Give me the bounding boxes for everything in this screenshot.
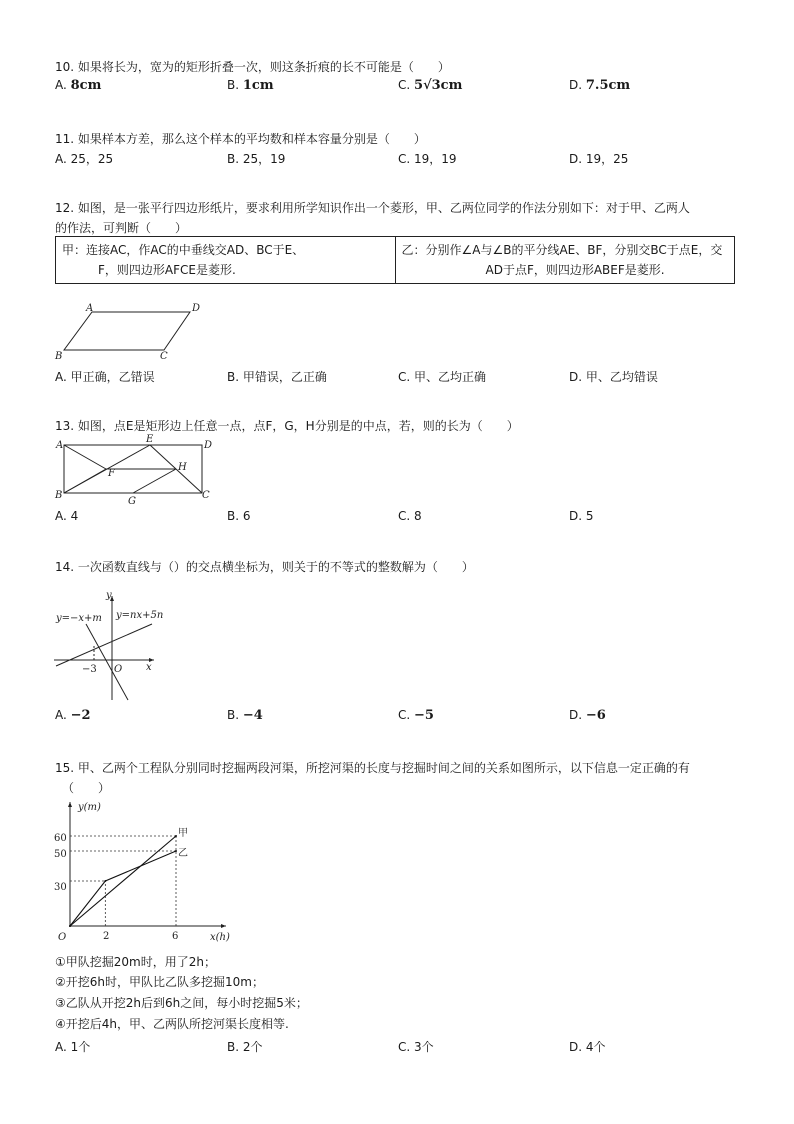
q12-option-a[interactable]: A. 甲正确，乙错误: [55, 370, 155, 384]
q11-option-b[interactable]: B. 25，19: [227, 152, 286, 166]
parallelogram-shape: [64, 312, 190, 350]
data-point: [104, 880, 106, 882]
q15-option-a[interactable]: A. 1个: [55, 1040, 91, 1054]
label-origin: O: [114, 664, 123, 675]
q12-stem-line1: 12. 如图，是一张平行四边形纸片，要求利用所学知识作出一个菱形，甲、乙两位同学的作法分别如下：对于甲、乙两人: [55, 201, 690, 215]
option-letter: A.: [55, 78, 67, 92]
option-letter: B.: [227, 708, 240, 722]
label-d: D: [192, 303, 201, 314]
parallelogram-figure: [50, 300, 210, 362]
q10-option-a[interactable]: [55, 78, 101, 93]
q15-statement-2: ②开挖6h时，甲队比乙队多挖掘10m；: [55, 975, 264, 989]
chart-origin: O: [58, 932, 67, 943]
segment-gh: [133, 469, 176, 493]
q13-option-c[interactable]: C. 8: [398, 509, 422, 523]
series-line-jia: [70, 836, 176, 926]
label-minus3: −3: [82, 664, 97, 675]
label-x: x: [146, 662, 152, 673]
label-g: G: [128, 496, 136, 507]
label-e: E: [146, 434, 154, 445]
q10-option-c[interactable]: [398, 78, 462, 93]
label-c: C: [202, 490, 210, 501]
option-value: −4: [242, 708, 263, 723]
data-point: [175, 835, 177, 837]
series-label-jia: 甲: [178, 828, 188, 839]
q15-statement-3: ③乙队从开挖2h后到6h之间，每小时挖掘5米；: [55, 996, 308, 1010]
q13-option-a[interactable]: A. 4: [55, 509, 79, 523]
q11-option-a[interactable]: A. 25，25: [55, 152, 114, 166]
q15-option-d[interactable]: D. 4个: [569, 1040, 606, 1054]
option-value: −6: [585, 708, 606, 723]
label-f: F: [108, 468, 115, 479]
line-neg-x-plus-m: [86, 624, 128, 700]
option-value: −2: [70, 708, 91, 723]
option-letter: C.: [398, 708, 411, 722]
option-value: 5√3cm: [414, 78, 463, 93]
q14-option-d[interactable]: [569, 708, 606, 723]
q13-stem: 13. 如图，点E是矩形边上任意一点，点F，G，H分别是的中点，若，则的长为（ ）: [55, 419, 519, 433]
q10-stem: 10. 如果将长为，宽为的矩形折叠一次，则这条折痕的长不可能是（ ）: [55, 60, 450, 74]
data-point: [69, 925, 71, 927]
jia-method-line1: 甲：连接AC，作AC的中垂线交AD、BC于E、: [62, 243, 305, 257]
excavation-chart: [50, 796, 240, 946]
q14-stem: 14. 一次函数直线与（）的交点横坐标为，则关于的不等式的整数解为（ ）: [55, 560, 474, 574]
segment-af: [64, 445, 106, 469]
tick-y30: 30: [54, 882, 67, 893]
q11-stem: 11. 如果样本方差，那么这个样本的平均数和样本容量分别是（ ）: [55, 132, 426, 146]
tick-y60: 60: [54, 833, 67, 844]
label-b: B: [55, 490, 63, 501]
q13-option-b[interactable]: B. 6: [227, 509, 251, 523]
q15-stem-line2: （ ）: [62, 781, 111, 795]
option-value: 1cm: [242, 78, 274, 93]
series-line-yi: [70, 851, 176, 926]
rectangle-figure: [50, 432, 220, 508]
q12-stem-line2: 的作法，可判断（ ）: [55, 221, 188, 235]
q14-option-a[interactable]: [55, 708, 91, 723]
label-d: D: [204, 440, 213, 451]
chart-x-arrow: [221, 924, 226, 928]
q15-stem-line1: 15. 甲、乙两个工程队分别同时挖掘两段河渠，所挖河渠的长度与挖掘时间之间的关系如图所示，以下信息一定正确的有: [55, 761, 690, 775]
q10-option-b[interactable]: [227, 78, 274, 93]
jia-method-line2: F，则四边形AFCE是菱形.: [98, 263, 236, 277]
option-letter: C.: [398, 78, 411, 92]
option-letter: B.: [227, 78, 240, 92]
q11-option-c[interactable]: C. 19，19: [398, 152, 457, 166]
yi-method-line1: 乙：分别作∠A与∠B的平分线AE、BF，分别交BC于点E，交: [401, 243, 723, 257]
chart-y-arrow: [68, 802, 72, 807]
label-c: C: [160, 351, 168, 362]
chart-series: [69, 835, 177, 927]
chart-xlabel: x(h): [210, 932, 230, 943]
q12-option-b[interactable]: B. 甲错误，乙正确: [227, 370, 327, 384]
option-value: 8cm: [70, 78, 102, 93]
linear-functions-figure: [50, 590, 165, 705]
option-value: −5: [414, 708, 434, 723]
option-value: 7.5cm: [585, 78, 631, 93]
q11-option-d[interactable]: D. 19，25: [569, 152, 629, 166]
jia-method-cell: [56, 237, 396, 284]
tick-x6: 6: [172, 931, 179, 942]
q15-statement-4: ④开挖后4h，甲、乙两队所挖河渠长度相等.: [55, 1017, 289, 1031]
label-y: y: [106, 590, 112, 601]
data-point: [175, 850, 177, 852]
q12-option-d[interactable]: D. 甲、乙均错误: [569, 370, 658, 384]
series-label-yi: 乙: [178, 848, 188, 859]
label-a: A: [86, 303, 94, 314]
q12-methods-table: [55, 236, 735, 284]
q14-option-c[interactable]: [398, 708, 434, 723]
label-h: H: [178, 462, 187, 473]
q15-statement-1: ①甲队挖掘20m时，用了2h；: [55, 955, 216, 969]
q10-option-d[interactable]: [569, 78, 630, 93]
chart-ylabel: y(m): [78, 802, 101, 813]
q14-option-b[interactable]: [227, 708, 263, 723]
option-letter: A.: [55, 708, 67, 722]
label-b: B: [55, 351, 63, 362]
yi-method-line2: AD于点F，则四边形ABEF是菱形.: [485, 263, 665, 277]
q15-option-c[interactable]: C. 3个: [398, 1040, 434, 1054]
option-letter: D.: [569, 78, 583, 92]
option-letter: D.: [569, 708, 583, 722]
q12-option-c[interactable]: C. 甲、乙均正确: [398, 370, 487, 384]
tick-x2: 2: [103, 931, 110, 942]
q13-option-d[interactable]: D. 5: [569, 509, 594, 523]
label-line1: y=−x+m: [56, 613, 102, 624]
label-line2: y=nx+5n: [116, 610, 164, 621]
label-a: A: [56, 440, 64, 451]
tick-y50: 50: [54, 849, 67, 860]
q15-option-b[interactable]: B. 2个: [227, 1040, 263, 1054]
yi-method-cell: [395, 237, 735, 284]
